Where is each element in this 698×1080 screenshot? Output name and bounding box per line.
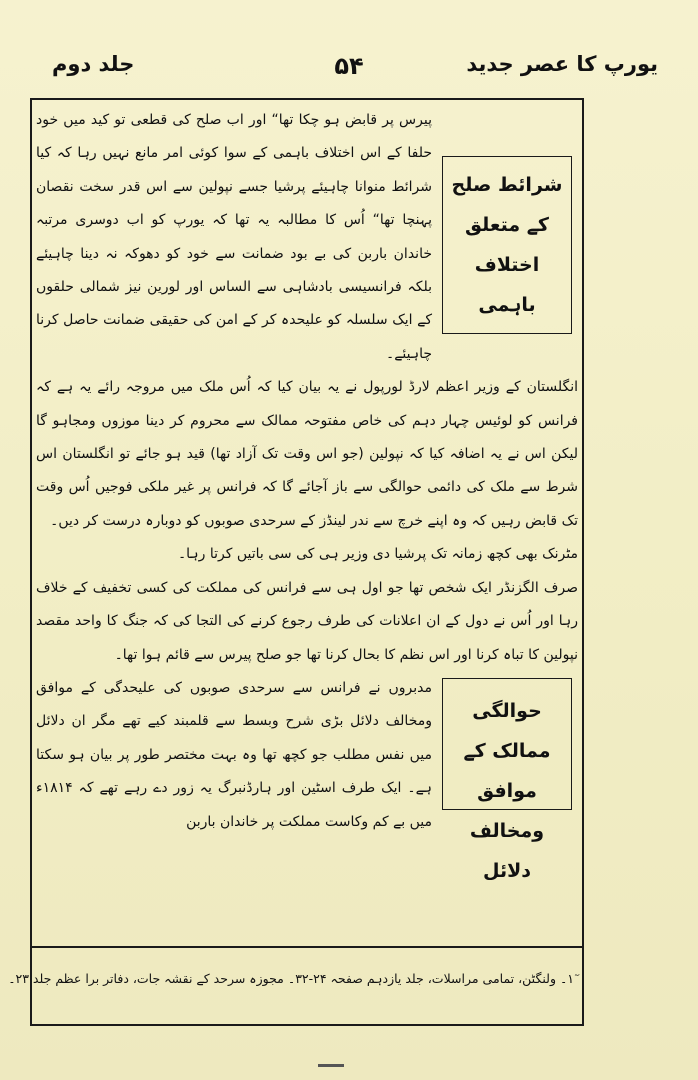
- paragraph-5: مدبروں نے فرانس سے سرحدی صوبوں کی علیحدگی کے موافق ومخالف دلائل بڑی شرح وبسط سے قلمبند کیے تھے مگر ان دلائل میں نفس مطلب جو کچھ تھا وہ بہت مختصر طور پر بیان ہو سکتا ہے۔ ایک طرف اسٹین اور ہارڈنبرگ یہ زور دے رہے تھے کہ ۱۸۱۴ء میں بے کم وکاست مملکت پر خاندان باربن: [36, 679, 432, 830]
- paragraph-1: پیرس پر قابض ہو چکا تھا“ اور اب صلح کی قطعی تو کید میں خود حلفا کے اس اختلاف باہمی کے سوا کوئی امر مانع نہیں رہا کہ کیا شرائط منوانا چاہیئے پرشیا جسے نپولین سے اس قدر سخت نقصان پہنچا تھا“ اُس کا مطالبہ یہ تھا کہ یورپ کو اب دوسری مرتبہ خاندان باربن کی بے بود ضمانت سے خود کو دھوکہ نہ دینا چاہیئے بلکہ فرانسیسی بادشاہی سے الساس اور لورین نیز شمالی حلقوں کے ایک سلسلہ کو علیحدہ کر کے امن کی حقیقی ضمانت حاصل کرنا چاہیئے۔: [36, 112, 432, 362]
- main-text: [36, 104, 578, 882]
- page-number: ۵۴: [334, 52, 364, 80]
- running-header: [40, 52, 658, 92]
- book-title: یورپ کا عصر جدید: [466, 52, 658, 76]
- bottom-mark: [318, 1064, 344, 1067]
- paragraph-4: صرف الگزنڈر ایک شخص تھا جو اول ہی سے فرانس کی مملکت کی کسی تخفیف کے خلاف رہا اور اُس نے دول کے ان اعلانات کی طرف رجوع کرنے کی التجا کی کہ جنگ کا واحد مقصد نپولین کا تباہ کرنا اور اس نظم کا بحال کرنا تھا جو صلح پیرس سے قائم ہوا تھا۔: [36, 579, 578, 663]
- footnote-divider: [30, 946, 584, 948]
- footnote: ۱ٓ۔ ولنگٹن، تمامی مراسلات، جلد یازدہم صفحہ ۲۴-۳۲۔ مجوزہ سرحد کے نقشہ جات، دفاتر برا عظم جلد ۲۳۔: [8, 971, 574, 986]
- paragraph-3: مٹرنک بھی کچھ زمانہ تک پرشیا دی وزیر ہی کی سی باتیں کرتا رہا۔: [177, 546, 578, 563]
- volume-label: جلد دوم: [52, 52, 135, 76]
- sidenote-peace-terms: شرائط صلح کے متعلق اختلاف باہمی: [442, 156, 572, 334]
- sidenote-cession-arguments: حوالگی ممالک کے موافق ومخالف دلائل: [442, 678, 572, 810]
- paragraph-2: انگلستان کے وزیر اعظم لارڈ لورپول نے یہ بیان کیا کہ اُس ملک میں مروجہ رائے یہ ہے کہ فرانس کو لوئیس چہار دہم کی خاص مفتوحہ ممالک سے محروم کر دینا موزوں ومجاہو گا لیکن اس نے یہ اضافہ کیا کہ نپولین (جو اس وقت تک آزاد تھا) قید ہو جائے تو انگلستان اس شرط سے ملک کی دائمی حوالگی سے باز آجائے گا کہ فرانس پر غیر ملکی فوجیں اُس وقت تک قابض رہیں کہ وہ اپنے خرچ سے ندر لینڈز کے سرحدی صوبوں کو دوبارہ درست کر دیں۔: [36, 379, 578, 529]
